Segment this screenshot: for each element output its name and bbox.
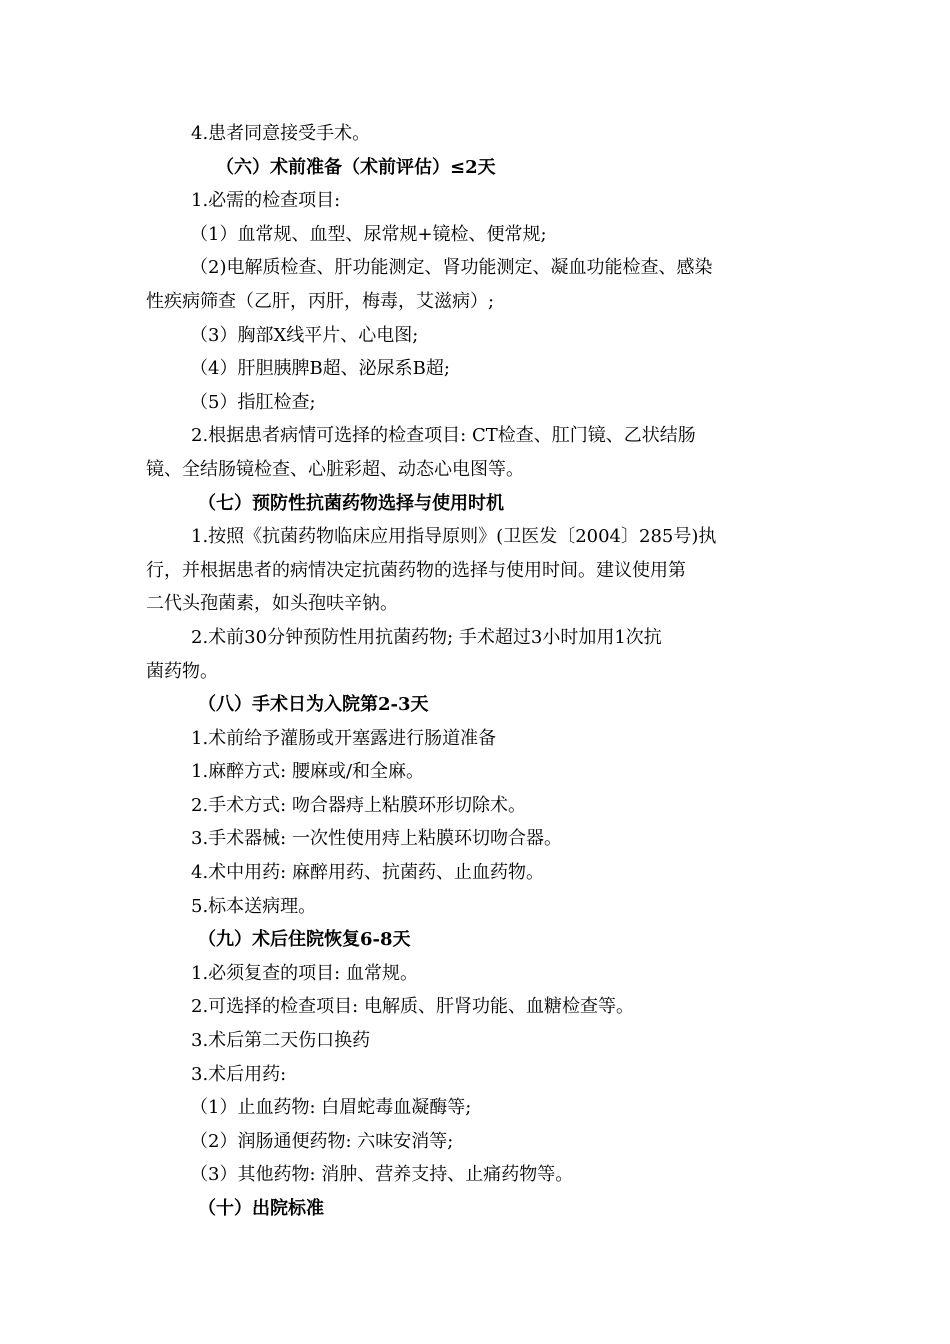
text-line: 2.术前30分钟预防性用抗菌药物; 手术超过3小时加用1次抗	[191, 626, 662, 648]
text-line: 2.可选择的检查项目: 电解质、肝肾功能、血糖检查等。	[191, 996, 634, 1018]
text-line: 镜、全结肠镜检查、心脏彩超、动态心电图等。	[146, 458, 524, 480]
text-line: 1.必需的检查项目:	[191, 190, 341, 212]
text-line: 1.术前给予灌肠或开塞露进行肠道准备	[191, 727, 497, 749]
text-line: 3.术后用药:	[191, 1063, 287, 1085]
text-line: 行，并根据患者的病情决定抗菌药物的选择与使用时间。建议使用第	[146, 559, 686, 581]
text-line: （5）指肛检查;	[190, 391, 316, 413]
section-heading-9: （九）术后住院恢复6-8天	[198, 929, 411, 951]
section-heading-8: （八）手术日为入院第2-3天	[198, 694, 429, 716]
text-line: 1.按照《抗菌药物临床应用指导原则》(卫医发〔2004〕285号)执	[191, 526, 717, 548]
text-line: （1）血常规、血型、尿常规+镜检、便常规;	[190, 223, 547, 245]
text-line: 3.术后第二天伤口换药	[191, 1030, 371, 1052]
section-heading-6: （六）术前准备（术前评估）≤2天	[216, 156, 496, 178]
text-line: 4.术中用药: 麻醉用药、抗菌药、止血药物。	[191, 862, 544, 884]
text-line: 4.患者同意接受手术。	[191, 123, 371, 144]
text-line: （3）其他药物: 消肿、营养支持、止痛药物等。	[190, 1164, 574, 1186]
text-line: （3）胸部X线平片、心电图;	[190, 324, 419, 346]
text-line: 二代头孢菌素，如头孢呋辛钠。	[146, 593, 398, 615]
section-heading-7: （七）预防性抗菌药物选择与使用时机	[198, 492, 504, 514]
text-line: （4）肝胆胰脾B超、泌尿系B超;	[190, 358, 450, 380]
text-line: 2.手术方式: 吻合器痔上粘膜环形切除术。	[191, 794, 526, 816]
text-line: 1.必须复查的项目: 血常规。	[191, 962, 418, 984]
text-line: （1）止血药物: 白眉蛇毒血凝酶等;	[190, 1097, 472, 1119]
text-line: 3.手术器械: 一次性使用痔上粘膜环切吻合器。	[191, 828, 562, 850]
text-line: 性疾病筛查（乙肝，丙肝，梅毒，艾滋病）;	[146, 290, 495, 312]
text-line: 菌药物。	[146, 660, 218, 682]
text-line: （2)电解质检查、肝功能测定、肾功能测定、凝血功能检查、感染	[190, 257, 713, 279]
text-line: 1.麻醉方式: 腰麻或/和全麻。	[191, 761, 425, 783]
section-heading-10: （十）出院标准	[198, 1198, 324, 1219]
document-page	[146, 117, 810, 1226]
text-line: 2.根据患者病情可选择的检查项目: CT检查、肛门镜、乙状结肠	[191, 425, 696, 447]
text-line: （2）润肠通便药物: 六味安消等;	[190, 1130, 454, 1152]
text-line: 5.标本送病理。	[191, 895, 317, 917]
